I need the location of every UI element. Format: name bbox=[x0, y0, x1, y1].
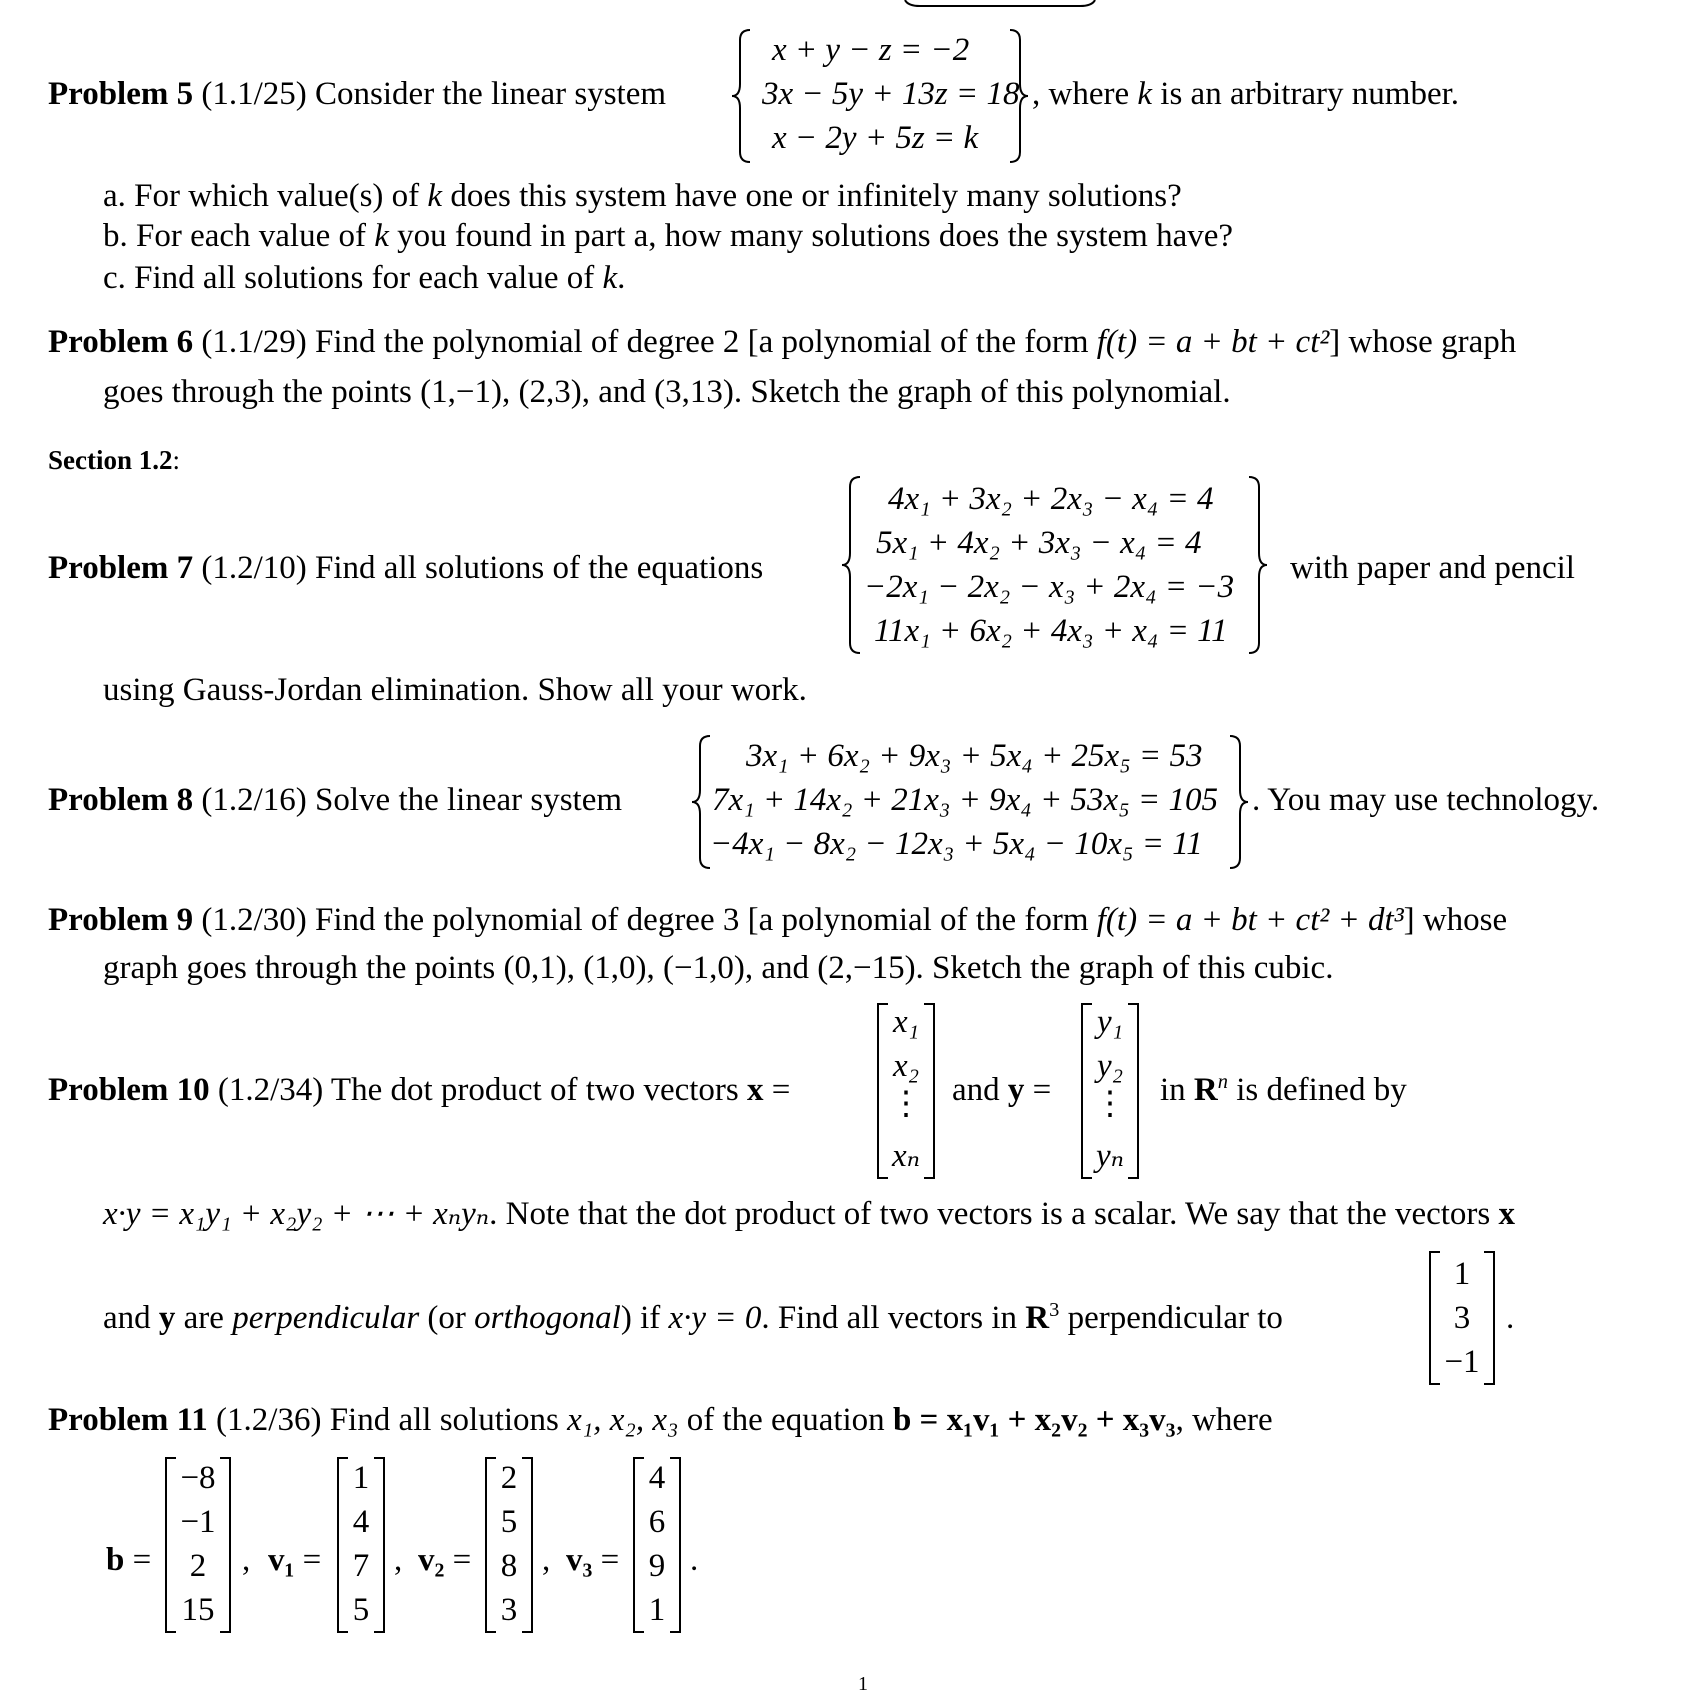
problem-10-dot-line: x·y = x₁y₁ + x₂y₂ + ⋯ + xₙyₙ. Note that the dot product of two vectors is a scalar. We say that the vectors x bbox=[103, 1196, 1516, 1232]
problem-5-system bbox=[730, 28, 1030, 164]
right-brace-icon bbox=[1245, 475, 1269, 655]
vector-entry: 1 bbox=[352, 1460, 370, 1496]
vector-entry: yₙ bbox=[1095, 1138, 1125, 1174]
problem-5-part-a: a. For which value(s) of k does this system have one or infinitely many solutions? bbox=[103, 178, 1182, 214]
vector-entry: 4 bbox=[352, 1504, 370, 1540]
problem-7-after: with paper and pencil bbox=[1290, 550, 1575, 586]
vector-entry: 7 bbox=[352, 1548, 370, 1584]
vector-entry: 6 bbox=[648, 1504, 666, 1540]
problem-8-system bbox=[690, 734, 1250, 870]
problem-5-part-c: c. Find all solutions for each value of k. bbox=[103, 260, 626, 296]
comma: , bbox=[242, 1542, 251, 1578]
problem-7-system bbox=[840, 475, 1270, 655]
v1-label: v₁ = bbox=[268, 1542, 322, 1578]
vector-given bbox=[1428, 1250, 1496, 1386]
problem-6-line-2: goes through the points (1,−1), (2,3), and (3,13). Sketch the graph of this polynomial. bbox=[103, 374, 1231, 410]
system-row: 7x₁ + 14x₂ + 21x₃ + 9x₄ + 53x₅ = 105 bbox=[712, 782, 1218, 818]
problem-7-title: Problem 7 bbox=[48, 550, 194, 586]
comma: , bbox=[542, 1542, 551, 1578]
vector-entry: 2 bbox=[189, 1548, 207, 1584]
vector-entry: −8 bbox=[180, 1460, 216, 1496]
vector-entry: 4 bbox=[648, 1460, 666, 1496]
problem-10-perp-line: and y are perpendicular (or orthogonal) if x·y = 0. Find all vectors in $R^3$ perpendicular to bbox=[103, 1299, 1283, 1336]
vector-entry: ⋮ bbox=[1093, 1086, 1127, 1122]
system-row: 3x₁ + 6x₂ + 9x₃ + 5x₄ + 25x₅ = 53 bbox=[746, 738, 1203, 774]
vector-entry: 9 bbox=[648, 1548, 666, 1584]
right-brace-icon bbox=[1006, 28, 1030, 164]
system-row: 4x₁ + 3x₂ + 2x₃ − x₄ = 4 bbox=[888, 481, 1214, 517]
vector-entry: x₂ bbox=[892, 1048, 920, 1084]
problem-7-heading: Problem 7 (1.2/10) Find all solutions of the equations bbox=[48, 550, 764, 586]
problem-7-line-2: using Gauss-Jordan elimination. Show all your work. bbox=[103, 672, 807, 708]
b-label: b = bbox=[106, 1542, 152, 1578]
period: . bbox=[690, 1542, 699, 1578]
vector-entry: xₙ bbox=[891, 1138, 921, 1174]
problem-11-title: Problem 11 bbox=[48, 1402, 208, 1438]
vector-entry: 3 bbox=[500, 1592, 518, 1628]
vector-entry: y₂ bbox=[1096, 1048, 1124, 1084]
left-brace-icon bbox=[730, 28, 754, 164]
vector-entry: 2 bbox=[500, 1460, 518, 1496]
system-row: −4x₁ − 8x₂ − 12x₃ + 5x₄ − 10x₅ = 11 bbox=[710, 826, 1203, 862]
system-row: 11x₁ + 6x₂ + 4x₃ + x₄ = 11 bbox=[874, 613, 1228, 649]
vector-entry: 15 bbox=[181, 1592, 215, 1628]
problem-8-heading: Problem 8 (1.2/16) Solve the linear system bbox=[48, 782, 623, 818]
system-row: x + y − z = −2 bbox=[772, 32, 970, 68]
problem-5-heading bbox=[48, 74, 666, 114]
vector-entry: 5 bbox=[500, 1504, 518, 1540]
problem-8-title: Problem 8 bbox=[48, 782, 194, 818]
comma: , bbox=[394, 1542, 403, 1578]
problem-10-heading: Problem 10 (1.2/34) The dot product of two vectors x = bbox=[48, 1072, 791, 1108]
vector-entry: 1 bbox=[648, 1592, 666, 1628]
v2-label: v₂ = bbox=[418, 1542, 472, 1578]
cropped-top-edge bbox=[0, 0, 1700, 10]
problem-8-after: . You may use technology. bbox=[1252, 782, 1600, 818]
vector-v3 bbox=[632, 1456, 682, 1634]
vector-v2 bbox=[484, 1456, 534, 1634]
right-brace-icon bbox=[1226, 734, 1250, 870]
vector-entry: 8 bbox=[500, 1548, 518, 1584]
problem-5-part-b: b. For each value of k you found in part a, how many solutions does the system have? bbox=[103, 218, 1234, 254]
problem-10-and: and y = bbox=[952, 1072, 1052, 1108]
problem-6-title: Problem 6 bbox=[48, 324, 194, 360]
polynomial-formula: f(t) = a + bt + ct² + dt³ bbox=[1096, 902, 1404, 938]
system-row: −2x₁ − 2x₂ − x₃ + 2x₄ = −3 bbox=[864, 569, 1235, 605]
left-brace-icon bbox=[840, 475, 864, 655]
problem-5-title: Problem 5 bbox=[48, 76, 194, 112]
problem-9-title: Problem 9 bbox=[48, 902, 194, 938]
polynomial-formula: f(t) = a + bt + ct² bbox=[1096, 324, 1330, 360]
problem-5-text: (1.1/25) Consider the linear system bbox=[193, 76, 667, 112]
vector-entry: −1 bbox=[180, 1504, 216, 1540]
vector-b bbox=[164, 1456, 232, 1634]
system-row: 3x − 5y + 13z = 18 bbox=[762, 76, 1020, 112]
problem-6-line-1: Problem 6 (1.1/29) Find the polynomial of degree 2 [a polynomial of the form f(t) = a + bt + ct²] whose graph bbox=[48, 324, 1517, 360]
vector-v1 bbox=[336, 1456, 386, 1634]
vector-x bbox=[876, 1002, 936, 1180]
vector-entry: ⋮ bbox=[889, 1086, 923, 1122]
vector-entry: y₁ bbox=[1096, 1004, 1124, 1040]
vector-entry: 5 bbox=[352, 1592, 370, 1628]
vector-entry: −1 bbox=[1444, 1344, 1480, 1380]
problem-10-title: Problem 10 bbox=[48, 1072, 210, 1108]
problem-9-line-2: graph goes through the points (0,1), (1,0), (−1,0), and (2,−15). Sketch the graph of this cubic. bbox=[103, 950, 1334, 986]
vector-entry: 3 bbox=[1453, 1300, 1471, 1336]
vector-y bbox=[1080, 1002, 1140, 1180]
page-number: 1 bbox=[858, 1673, 868, 1695]
system-row: 5x₁ + 4x₂ + 3x₃ − x₄ = 4 bbox=[876, 525, 1202, 561]
vector-equation: b = x₁v₁ + x₂v₂ + x₃v₃ bbox=[892, 1402, 1176, 1438]
v3-label: v₃ = bbox=[566, 1542, 620, 1578]
dot-product-formula: x·y = x₁y₁ + x₂y₂ + ⋯ + xₙyₙ bbox=[103, 1196, 490, 1232]
problem-10-period: . bbox=[1506, 1300, 1515, 1336]
problem-11-heading: Problem 11 (1.2/36) Find all solutions x₁, x₂, x₃ of the equation b = x₁v₁ + x₂v₂ + x₃v₃, where bbox=[48, 1402, 1273, 1438]
problem-9-line-1: Problem 9 (1.2/30) Find the polynomial of degree 3 [a polynomial of the form f(t) = a + bt + ct² + dt³] whose bbox=[48, 902, 1508, 938]
problem-10-in-rn: in $R^n$ is defined by bbox=[1160, 1071, 1407, 1108]
vector-entry: x₁ bbox=[892, 1004, 920, 1040]
section-heading: Section 1.2: bbox=[48, 445, 181, 475]
vector-entry: 1 bbox=[1453, 1256, 1471, 1292]
problem-5-after: , where k is an arbitrary number. bbox=[1032, 76, 1460, 112]
system-row: x − 2y + 5z = k bbox=[772, 120, 979, 156]
